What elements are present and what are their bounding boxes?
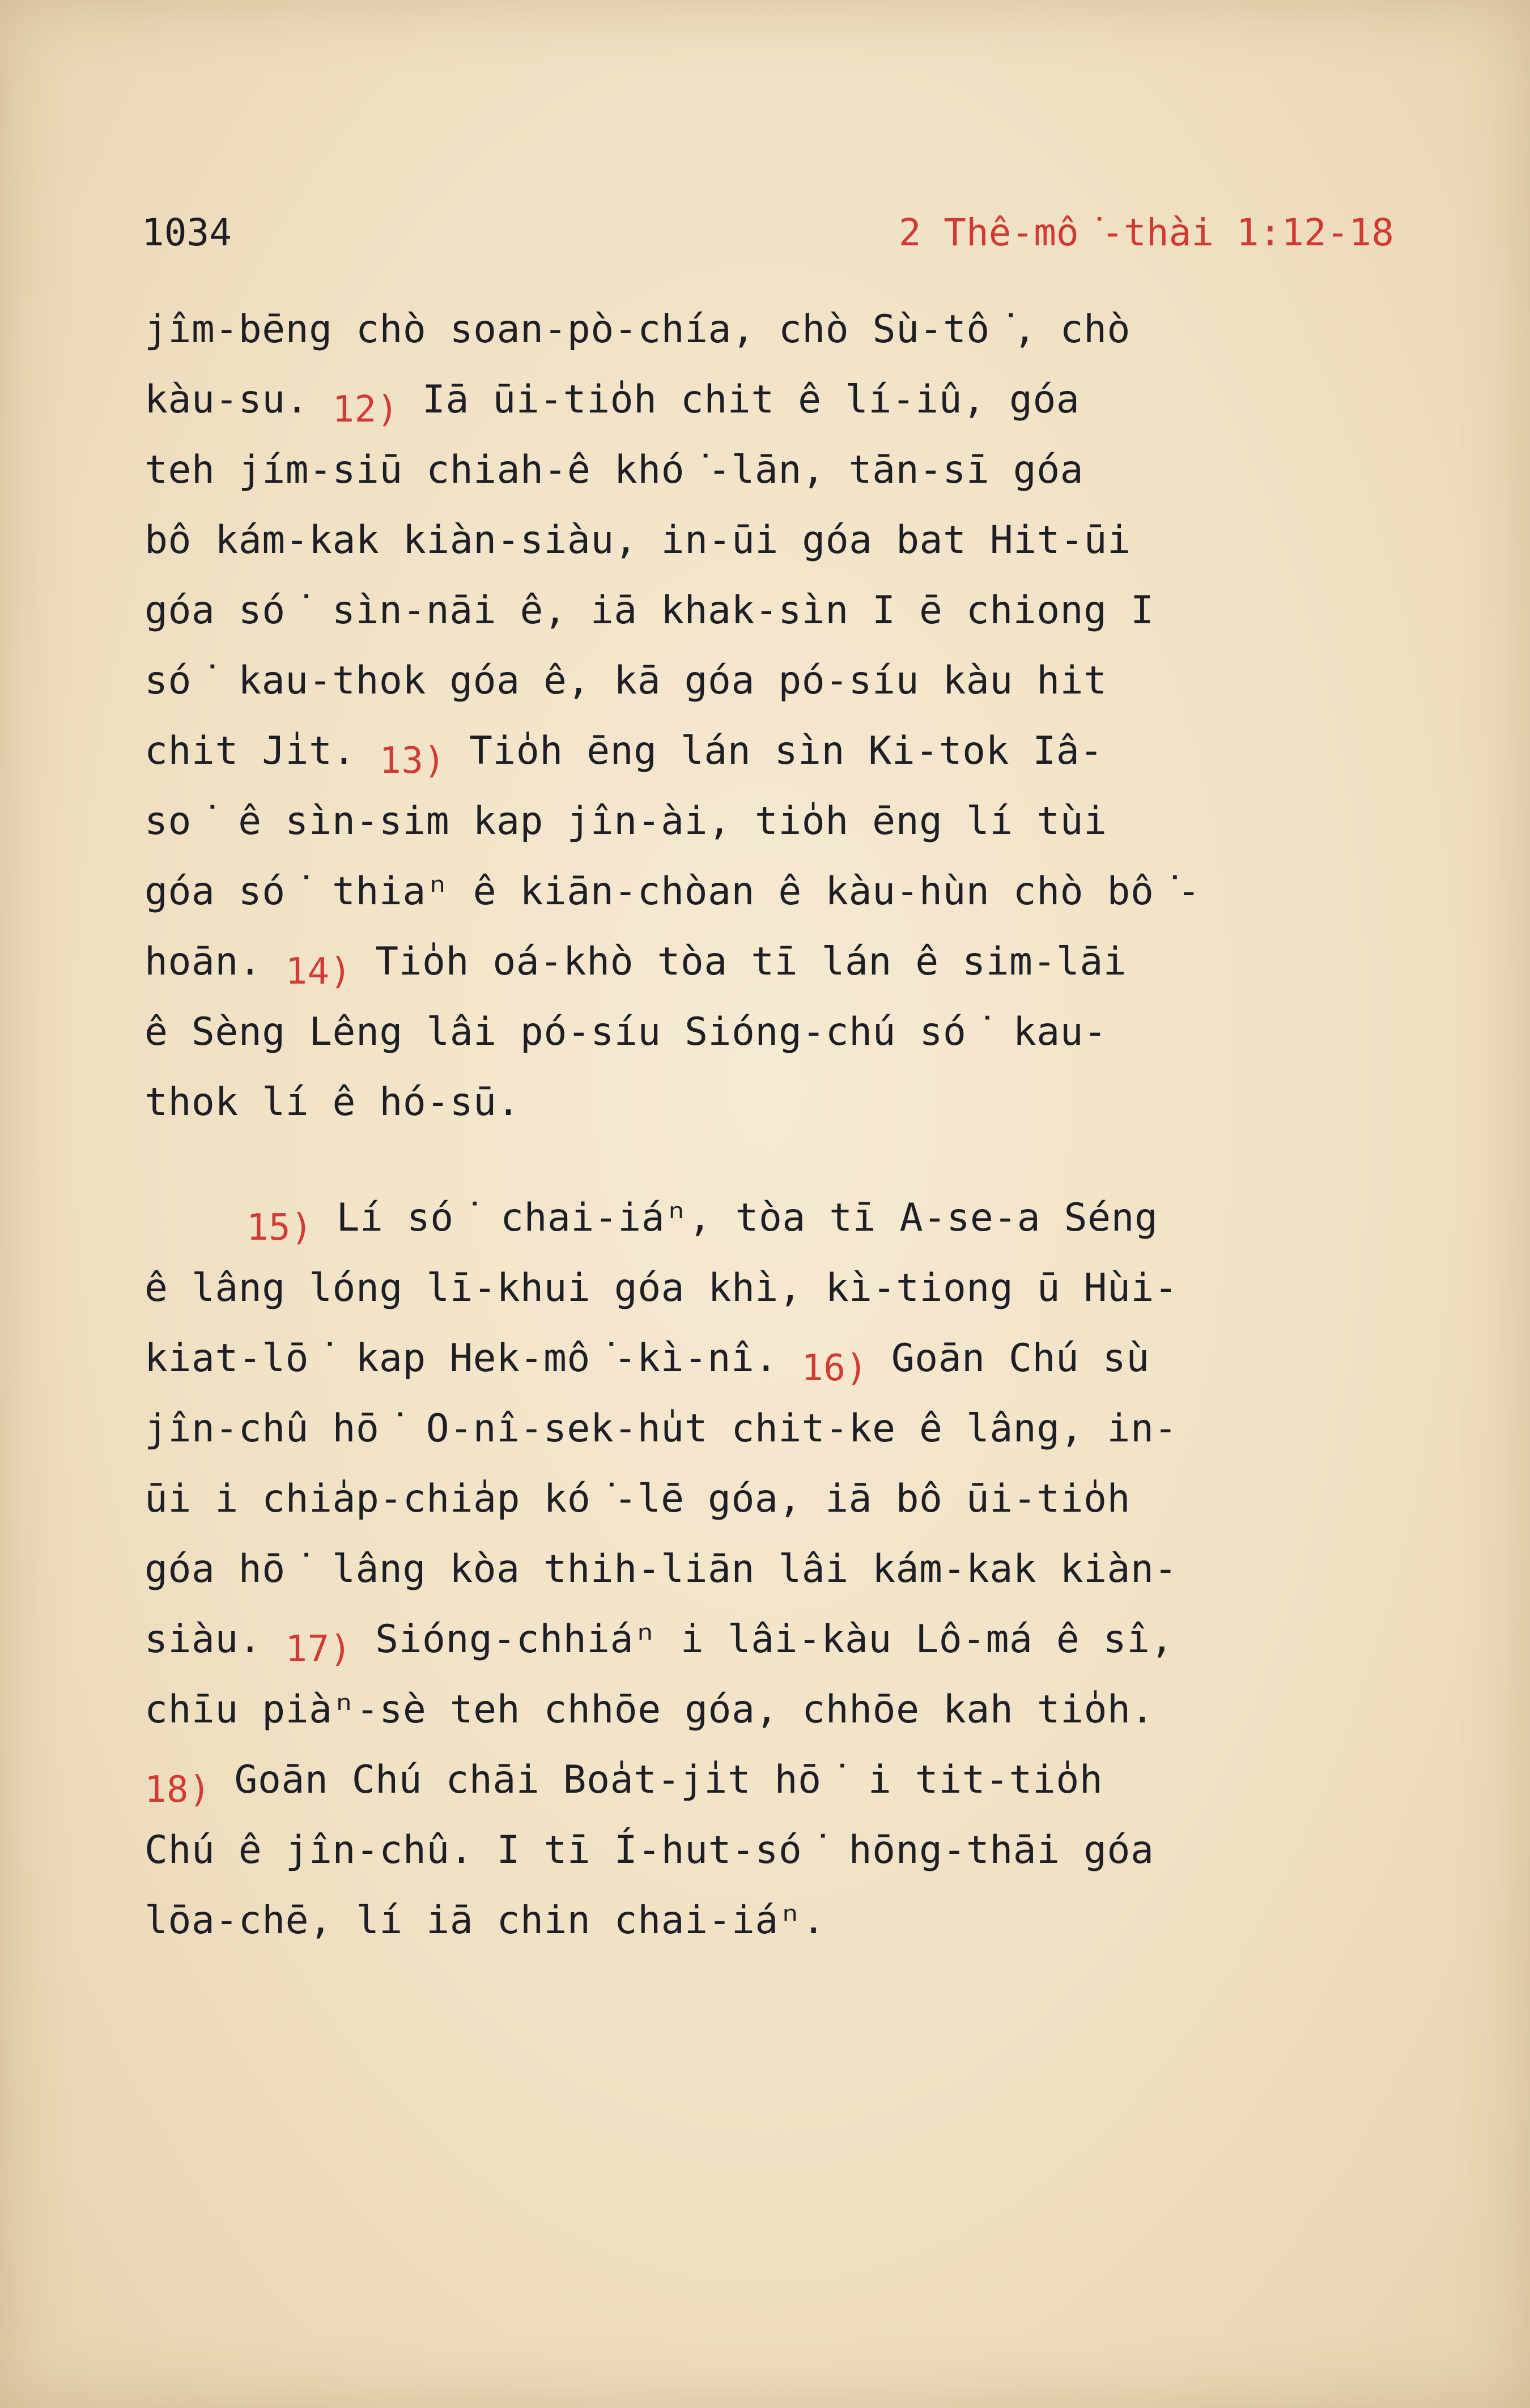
- line-text: so͘ ê sìn-sim kap jîn-ài, tio̍h ēng lí tùi: [144, 799, 1107, 844]
- body-text: [144, 295, 1414, 1956]
- line-text: só͘ kau-thok góa ê, kā góa pó-síu kàu hit: [144, 658, 1107, 703]
- line-text: bô kám-kak kiàn-siàu, in-ūi góa bat Hit-ūi: [144, 518, 1131, 563]
- line-text: jîm-bēng chò soan-pò-chía, chò Sù-tô͘, chò: [144, 307, 1130, 352]
- verse-number: 16): [801, 1347, 868, 1389]
- text-line: [144, 1745, 1414, 1815]
- page-number: 1034: [142, 211, 232, 254]
- verse-number: 18): [144, 1769, 211, 1811]
- line-text: Lí só͘ chai-iáⁿ, tòa tī A-se-a Séng: [313, 1196, 1158, 1240]
- text-line: [144, 1886, 1414, 1956]
- line-text: góa hō͘ lâng kòa thih-liān lâi kám-kak kiàn-: [144, 1547, 1178, 1592]
- text-line: [144, 1605, 1414, 1675]
- text-line: [144, 927, 1414, 997]
- text-line: [144, 505, 1414, 576]
- line-text: teh jím-siū chiah-ê khó͘-lān, tān-sī góa: [144, 448, 1084, 492]
- text-line: [144, 1067, 1414, 1138]
- line-text: góa só͘ thiaⁿ ê kiān-chòan ê kàu-hùn chò bô͘-: [144, 869, 1201, 914]
- text-line: [144, 1815, 1414, 1886]
- line-text: Chú ê jîn-chû. I tī Í-hut-só͘ hōng-thāi góa: [144, 1828, 1154, 1873]
- verse-number: 13): [379, 740, 446, 782]
- text-line: [144, 435, 1414, 505]
- text-line: [144, 997, 1414, 1067]
- line-text: Goān Chú chāi Boa̍t-ji̍t hō͘ i tit-tio̍h: [211, 1758, 1103, 1802]
- text-line: [144, 1534, 1414, 1605]
- text-line: [144, 646, 1414, 716]
- text-line: [144, 716, 1414, 786]
- line-text: chit Ji̍t.: [144, 729, 380, 773]
- text-line: [144, 786, 1414, 857]
- verse-number: 15): [246, 1207, 313, 1249]
- line-text: kiat-lō͘ kap Hek-mô͘-kì-nî.: [144, 1336, 802, 1381]
- line-text: góa só͘ sìn-nāi ê, iā khak-sìn I ē chiong I: [144, 588, 1154, 633]
- text-line: [144, 1183, 1414, 1253]
- line-text: Sióng-chhiáⁿ i lâi-kàu Lô-má ê sî,: [351, 1617, 1174, 1662]
- text-line: [144, 1464, 1414, 1534]
- line-text: jîn-chû hō͘ O-nî-sek-hu̍t chit-ke ê lâng, in-: [144, 1406, 1178, 1451]
- text-line: [144, 1394, 1414, 1464]
- verse-number: 12): [332, 389, 399, 431]
- page-header: [142, 211, 1394, 267]
- line-text: chīu piàⁿ-sè teh chhōe góa, chhōe kah tio̍h.: [144, 1687, 1154, 1732]
- text-line: [144, 1253, 1414, 1324]
- text-line: [144, 857, 1414, 927]
- text-line: [144, 1324, 1414, 1394]
- line-text: lōa-chē, lí iā chin chai-iáⁿ.: [144, 1898, 826, 1943]
- line-text: ê Sèng Lêng lâi pó-síu Sióng-chú só͘ kau-: [144, 1010, 1107, 1054]
- paragraph-2: [144, 1183, 1414, 1956]
- line-text: siàu.: [144, 1617, 286, 1662]
- text-line: [144, 295, 1414, 365]
- text-line: [144, 365, 1414, 435]
- text-line: [144, 1675, 1414, 1745]
- verse-number: 17): [285, 1628, 352, 1670]
- line-text: Goān Chú sù: [868, 1336, 1150, 1381]
- line-text: Tio̍h ēng lán sìn Ki-tok Iâ-: [445, 729, 1103, 773]
- line-text: Iā ūi-tio̍h chit ê lí-iû, góa: [398, 377, 1080, 422]
- line-text: Tio̍h oá-khò tòa tī lán ê sim-lāi: [351, 939, 1127, 984]
- running-head: 2 Thê-mô͘-thài 1:12-18: [898, 211, 1394, 254]
- text-line: [144, 576, 1414, 646]
- paragraph-gap: [144, 1138, 1414, 1183]
- line-text: kàu-su.: [144, 377, 333, 422]
- line-text: thok lí ê hó-sū.: [144, 1080, 521, 1125]
- paragraph-1: [144, 295, 1414, 1138]
- verse-number: 14): [285, 951, 352, 993]
- line-text: ê lâng lóng lī-khui góa khì, kì-tiong ū Hùi-: [144, 1266, 1178, 1311]
- line-text: ūi i chia̍p-chia̍p kó͘-lē góa, iā bô ūi-tio̍h: [144, 1477, 1130, 1521]
- line-text: hoān.: [144, 939, 286, 984]
